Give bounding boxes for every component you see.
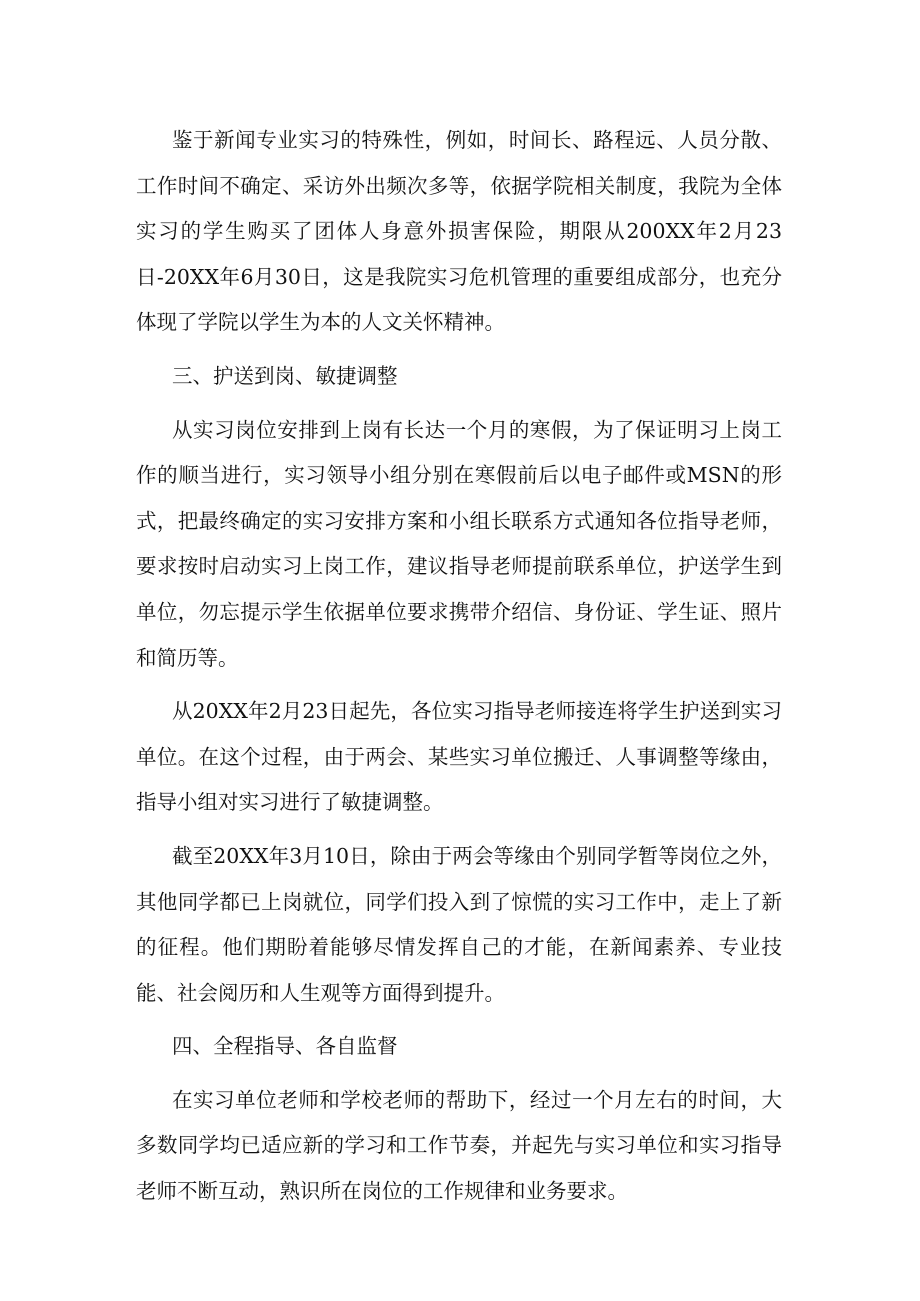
section-heading-three: 三、护送到岗、敏捷调整 (172, 363, 398, 388)
paragraph-escort: 从20XX年2月23日起先，各位实习指导老师接连将学生护送到实习单位。在这个过程，由于两会、某些实习单位搬迁、人事调整等缘由，指导小组对实习进行了敏捷调整。 (136, 699, 782, 815)
paragraph-guidance: 在实习单位老师和学校老师的帮助下，经过一个月左右的时间，大多数同学均已适应新的学习和工作节奏，并起先与实习单位和实习指导老师不断互动，熟识所在岗位的工作规律和业务要求。 (136, 1087, 782, 1204)
section-heading-four: 四、全程指导、各自监督 (172, 1034, 398, 1059)
paragraph-on-duty: 截至20XX年3月10日，除由于两会等缘由个别同学暂等岗位之外，其他同学都已上岗就位，同学们投入到了惊慌的实习工作中，走上了新的征程。他们期盼着能够尽情发挥自己的才能，在新闻素养、专业技能、社会阅历和人生观等方面得到提升。 (136, 843, 782, 1005)
document-body (136, 118, 782, 1223)
paragraph-winter-break: 从实习岗位安排到上岗有长达一个月的寒假，为了保证明习上岗工作的顺当进行，实习领导小组分别在寒假前后以电子邮件或MSN的形式，把最终确定的实习安排方案和小组长联系方式通知各位指导老师，要求按时启动实习上岗工作，建议指导老师提前联系单位，护送学生到单位，勿忘提示学生依据单位要求携带介绍信、身份证、学生证、照片和简历等。 (136, 417, 782, 670)
paragraph-insurance: 鉴于新闻专业实习的特殊性，例如，时间长、路程远、人员分散、工作时间不确定、采访外出频次多等，依据学院相关制度，我院为全体实习的学生购买了团体人身意外损害保险，期限从200XX年2月23日-20XX年6月30日，这是我院实习危机管理的重要组成部分，也充分体现了学院以学生为本的人文关怀精神。 (136, 128, 782, 335)
